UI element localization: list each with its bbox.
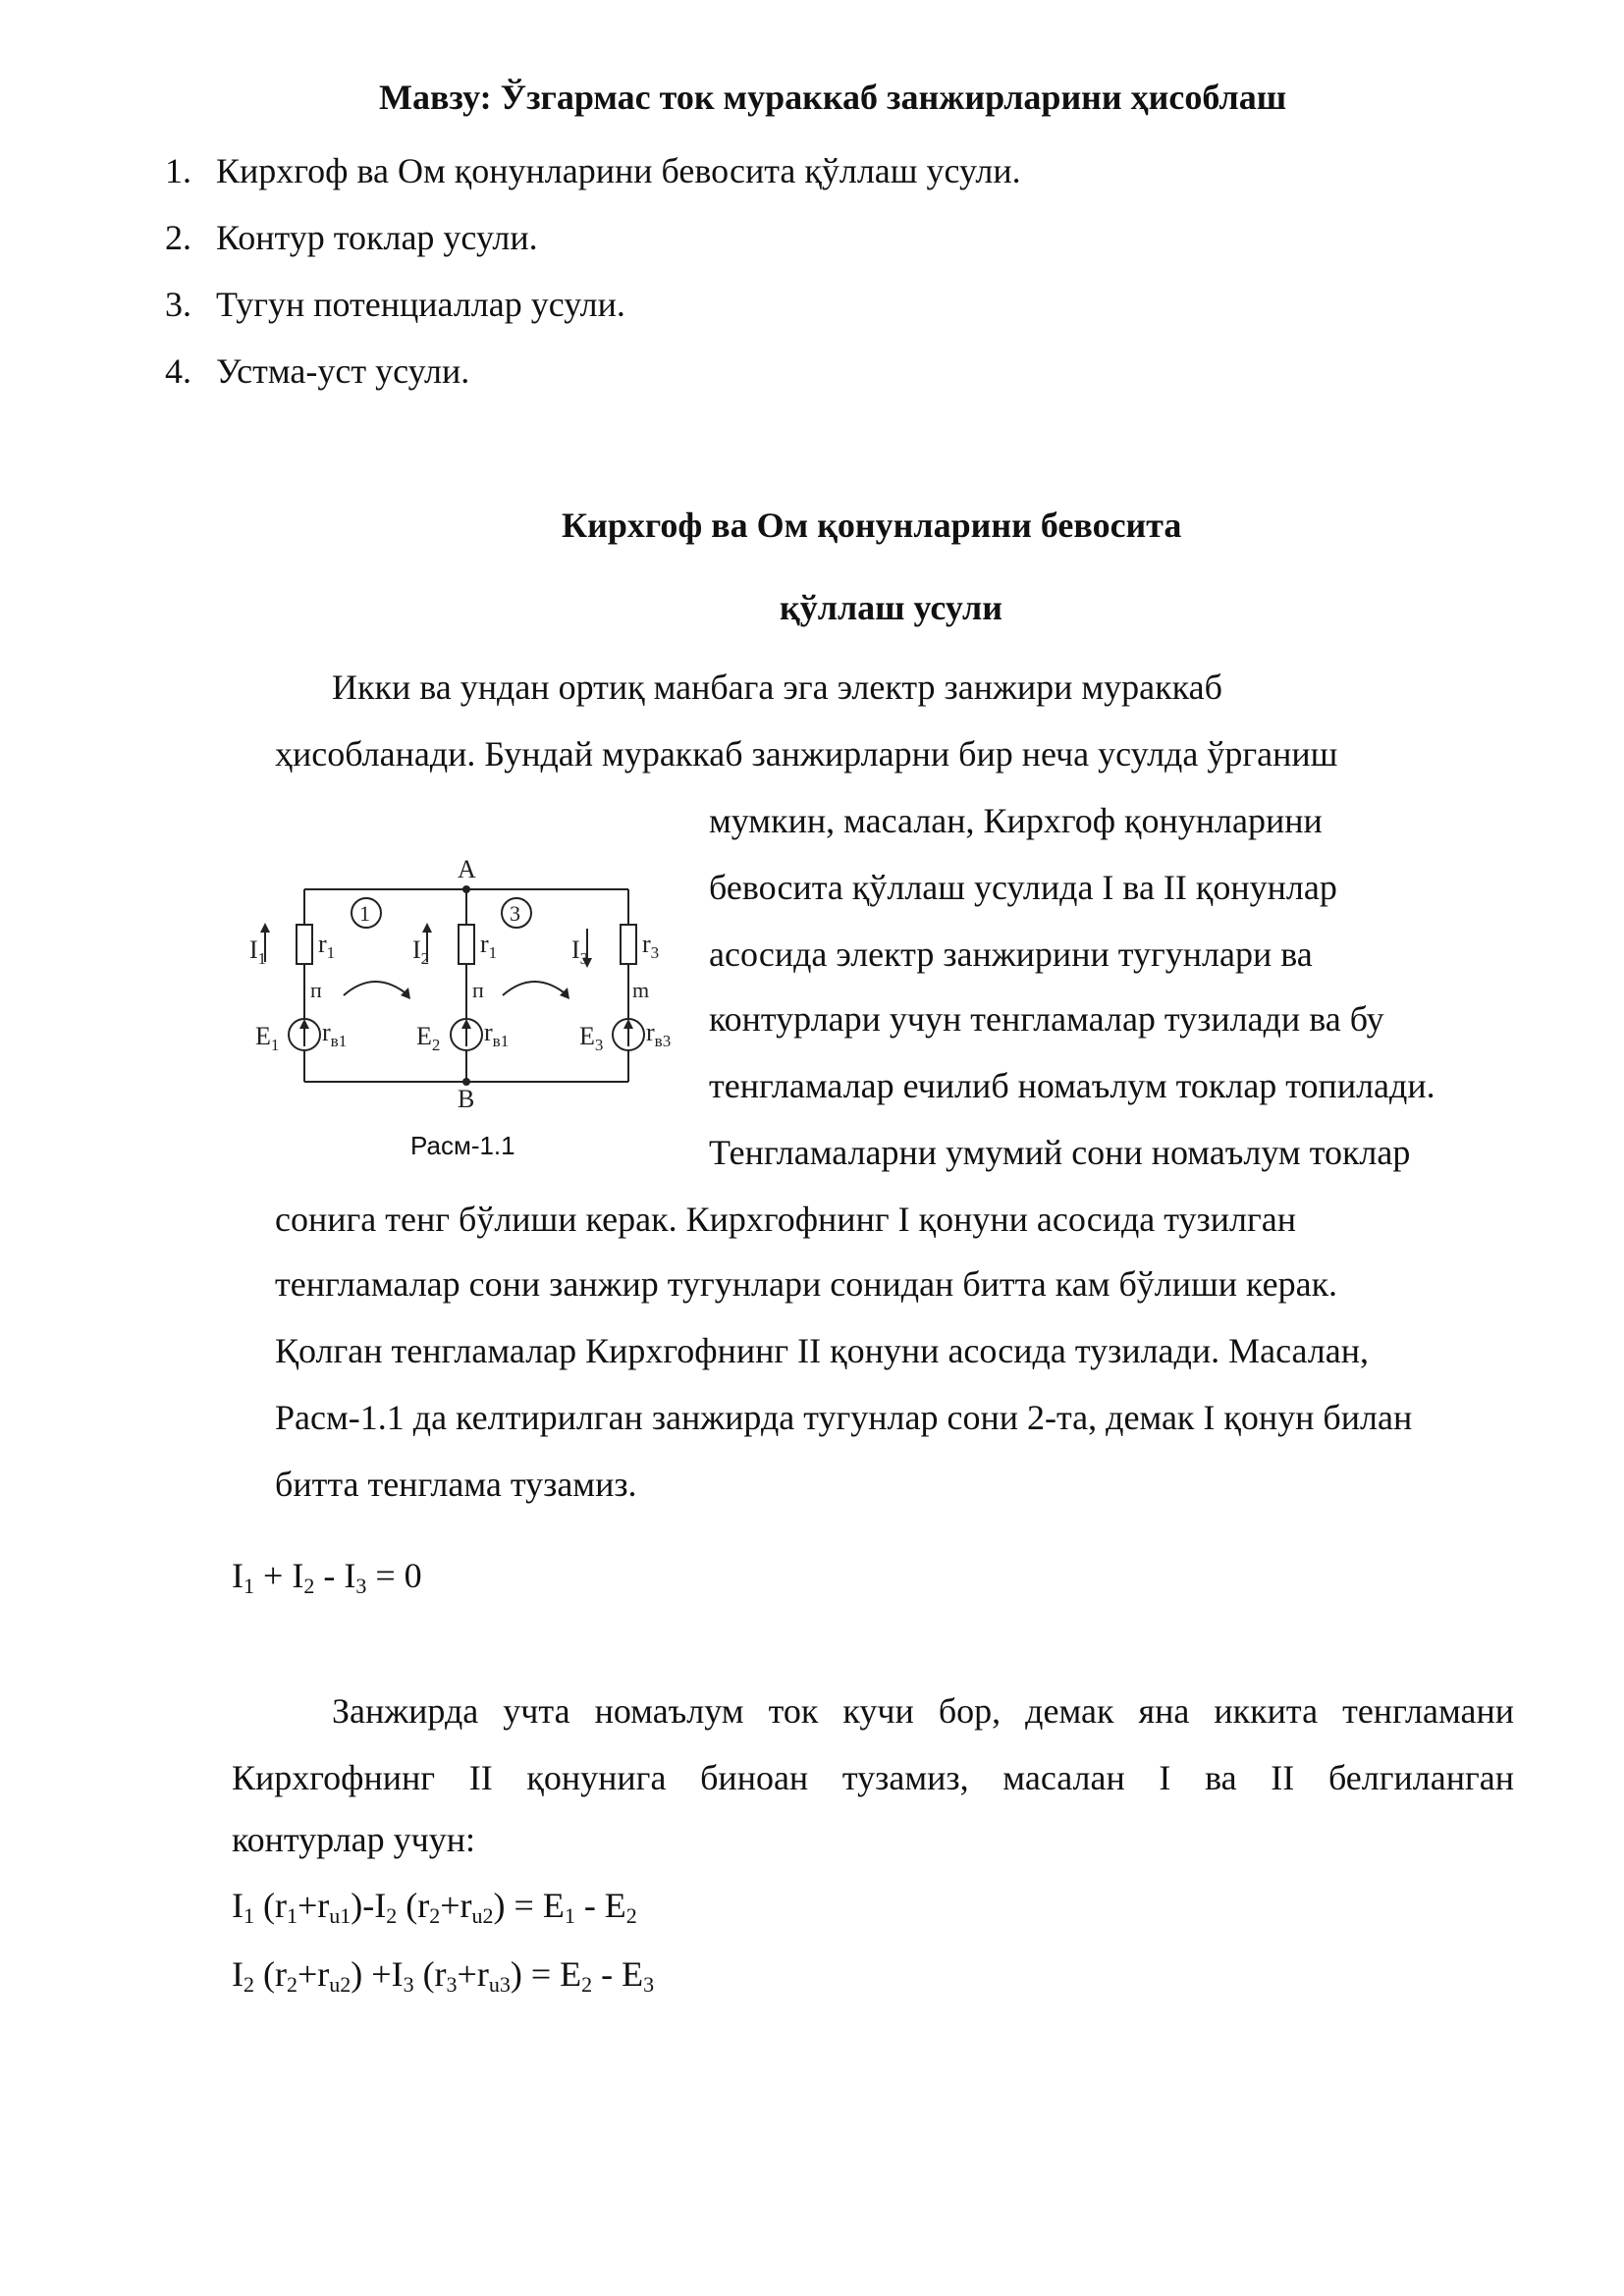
svg-text:r1: $r_1$ [318,930,336,962]
section-heading-line1: Кирхгоф ва Ом қонунларини бевосита [562,506,1182,545]
svg-text:3: 3 [510,901,520,926]
paragraph-line: ҳисобланади. Бундай мураккаб занжирларни бир неча усулда ўрганиш [275,734,1338,774]
paragraph-line: асосида электр занжирини тугунлари ва [709,934,1313,974]
paragraph-line: Тенгламаларни умумий сони номаълум токлар [709,1133,1411,1172]
svg-text:1: 1 [359,901,370,926]
paragraph-line: бевосита қўллаш усулида I ва II қонунлар [709,868,1337,907]
list-item: 4. Устма-уст усули. [165,351,470,391]
paragraph-line: Расм-1.1 да келтирилган занжирда тугунлар сони 2-та, демак I қонун билан [275,1398,1413,1437]
svg-text:п: п [310,978,322,1002]
resistor-r2 [459,925,474,964]
paragraph-line: битта тенглама тузамиз. [275,1465,637,1504]
svg-text:E1: $E_1$ [255,1022,280,1054]
svg-text:r1: $r_1$ [480,930,498,962]
node-a-label: A [458,855,476,883]
svg-text:rв1: $r_{в1}$ [322,1018,348,1050]
list-item: 2. Контур токлар усули. [165,218,538,257]
svg-text:I3: $I_3$ [571,935,589,968]
equation-kirchhoff-2a: $I_1$ $(r_1+r_{u1})-I_2$ $(r_2+r_{u2}) = E_1 - E_2$ [232,1886,637,1928]
resistor-r3 [621,925,636,964]
circuit-diagram [236,854,697,1109]
paragraph-line: тенгламалар сони занжир тугунлари сонидан битта кам бўлиши керак. [275,1264,1338,1304]
node-b-label: B [458,1085,475,1109]
svg-text:I2: $I_2$ [412,935,430,968]
paragraph-line: Икки ва ундан ортиқ манбага эга электр занжири мураккаб [332,667,1222,707]
svg-text:m: m [632,978,650,1002]
paragraph-line: контурлари учун тенгламалар тузилади ва бу [709,999,1384,1039]
svg-text:п: п [472,978,484,1002]
svg-text:r3: $r_3$ [642,930,660,962]
svg-text:I1: $I_1$ [249,935,267,968]
paragraph-line: сонига тенг бўлиши керак. Кирхгофнинг I қонуни асосида тузилган [275,1200,1296,1239]
paragraph-line: Қолган тенгламалар Кирхгофнинг II қонуни асосида тузилади. Масалан, [275,1331,1370,1370]
figure-caption: Расм-1.1 [410,1131,515,1160]
page-title: Мавзу: Ўзгармас ток мураккаб занжирларини ҳисоблаш [379,78,1287,117]
equation-kirchhoff-2b: $I_2$ $(r_2+r_{u2}) +I_3$ $(r_3+r_{u3}) = E_2 - E_3$ [232,1954,655,1997]
svg-text:rв1: $r_{в1}$ [484,1018,510,1050]
svg-text:rв3: $r_{в3}$ [646,1018,672,1050]
paragraph-line: Кирхгофнинг II қонунига биноан тузамиз, масалан I ва II белгиланган [232,1758,1514,1797]
paragraph-line: контурлар учун: [232,1820,476,1859]
svg-text:E2: $E_2$ [416,1022,441,1054]
section-heading-line2: қўллаш усули [780,588,1002,627]
list-item: 3. Тугун потенциаллар усули. [165,285,625,324]
equation-kirchhoff-1: $I_1 + I_2 - I_3 = 0$ [232,1556,422,1598]
list-item: 1. Кирхгоф ва Ом қонунларини бевосита қўллаш усули. [165,151,1021,190]
resistor-r1 [297,925,312,964]
paragraph-line: тенгламалар ечилиб номаълум токлар топилади. [709,1066,1435,1105]
paragraph-line: мумкин, масалан, Кирхгоф қонунларини [709,801,1323,840]
paragraph-line: Занжирда учта номаълум ток кучи бор, демак яна иккита тенгламани [332,1691,1514,1731]
svg-text:E3: $E_3$ [579,1022,604,1054]
